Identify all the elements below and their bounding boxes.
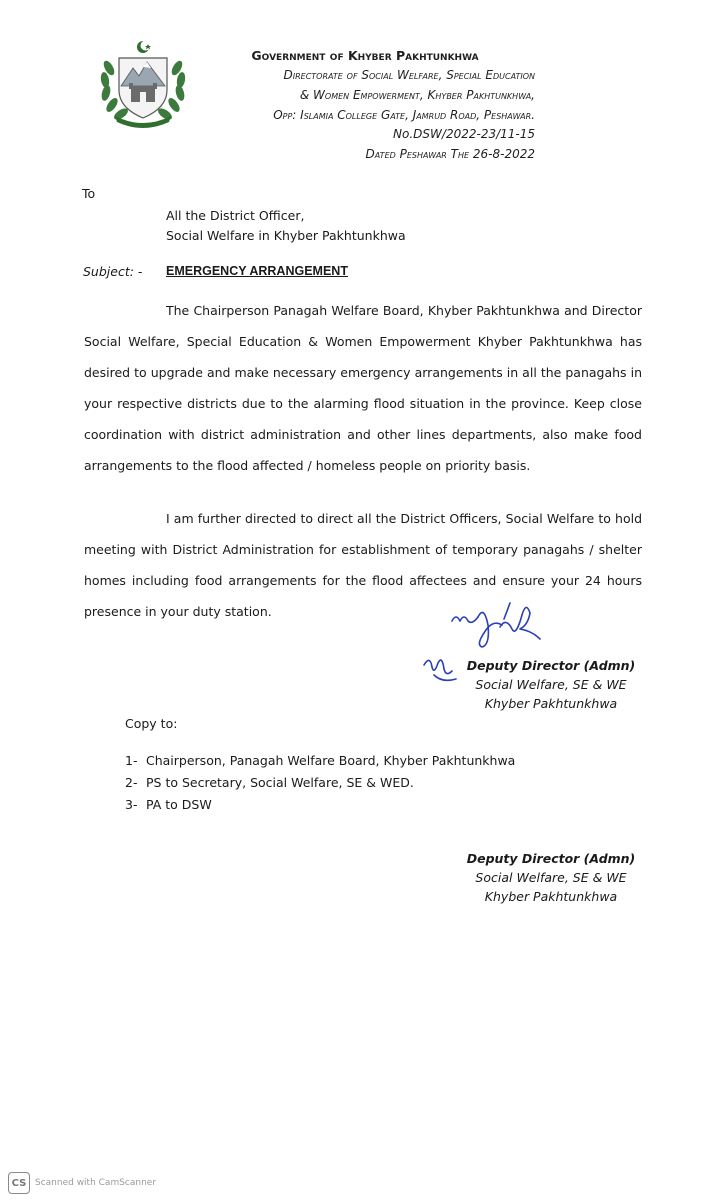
subject-text: EMERGENCY ARRANGEMENT xyxy=(166,264,348,278)
list-item xyxy=(125,794,515,816)
list-item xyxy=(125,750,515,772)
list-item-number: 1- xyxy=(125,753,138,768)
list-item-number: 3- xyxy=(125,797,138,812)
letterhead-reference-number: No.DSW/2022-23/11-15 xyxy=(393,127,535,141)
signature-block-2 xyxy=(466,849,636,906)
letterhead-government: Government of Khyber Pakhtunkhwa xyxy=(251,48,479,63)
signature-2-department: Social Welfare, SE & WE xyxy=(475,870,627,885)
letterhead-directorate: Directorate of Social Welfare, Special Education xyxy=(283,68,535,82)
list-item-text: PS to Secretary, Social Welfare, SE & WED. xyxy=(146,775,414,790)
recipient-line-1: All the District Officer, xyxy=(166,208,305,223)
list-item-text: Chairperson, Panagah Welfare Board, Khyber Pakhtunkhwa xyxy=(146,753,516,768)
signature-1-province: Khyber Pakhtunkhwa xyxy=(484,696,618,711)
to-label: To xyxy=(82,186,96,201)
list-item xyxy=(125,772,515,794)
signature-1-department: Social Welfare, SE & WE xyxy=(475,677,627,692)
copy-to-list xyxy=(125,750,515,816)
copy-to-label: Copy to: xyxy=(125,716,178,731)
recipient-line-2: Social Welfare in Khyber Pakhtunkhwa xyxy=(166,228,406,243)
body-paragraph-2: I am further directed to direct all the District Officers, Social Welfare to hold meeting with District Administration for establishment of temporary panagahs / shelter homes including food arrangements for the flood affectees and ensure your 24 hours presence in your duty station. xyxy=(84,511,642,619)
signature-2-title: Deputy Director (Admn) xyxy=(466,851,636,866)
signature-block-1 xyxy=(466,656,636,713)
letterhead-date: Dated Peshawar The 26-8-2022 xyxy=(365,147,535,161)
scanner-watermark-text: Scanned with CamScanner xyxy=(35,1178,157,1188)
signature-1-title: Deputy Director (Admn) xyxy=(466,658,636,673)
letterhead-address: Opp: Islamia College Gate, Jamrud Road, Peshawar. xyxy=(273,108,535,122)
subject-label: Subject: - xyxy=(83,264,143,279)
body-paragraph-1: The Chairperson Panagah Welfare Board, Khyber Pakhtunkhwa and Director Social Welfare, Special Education & Women Empowerment Khyber Pakhtunkhwa has desired to upgrade and make necessary emergency arrangements in all the panagahs in your respective districts due to the alarming flood situation in the province. Keep close coordination with district administration and other lines departments, also make food arrangements to the flood affected / homeless people on priority basis. xyxy=(84,303,642,473)
khyber-pakhtunkhwa-emblem xyxy=(95,38,191,128)
list-item-text: PA to DSW xyxy=(146,797,212,812)
list-item-number: 2- xyxy=(125,775,138,790)
scanner-footer xyxy=(0,1168,709,1200)
letterhead-department: & Women Empowerment, Khyber Pakhtunkhwa, xyxy=(299,88,535,102)
camscanner-logo-icon: CS xyxy=(8,1172,30,1194)
signature-2-province: Khyber Pakhtunkhwa xyxy=(484,889,618,904)
